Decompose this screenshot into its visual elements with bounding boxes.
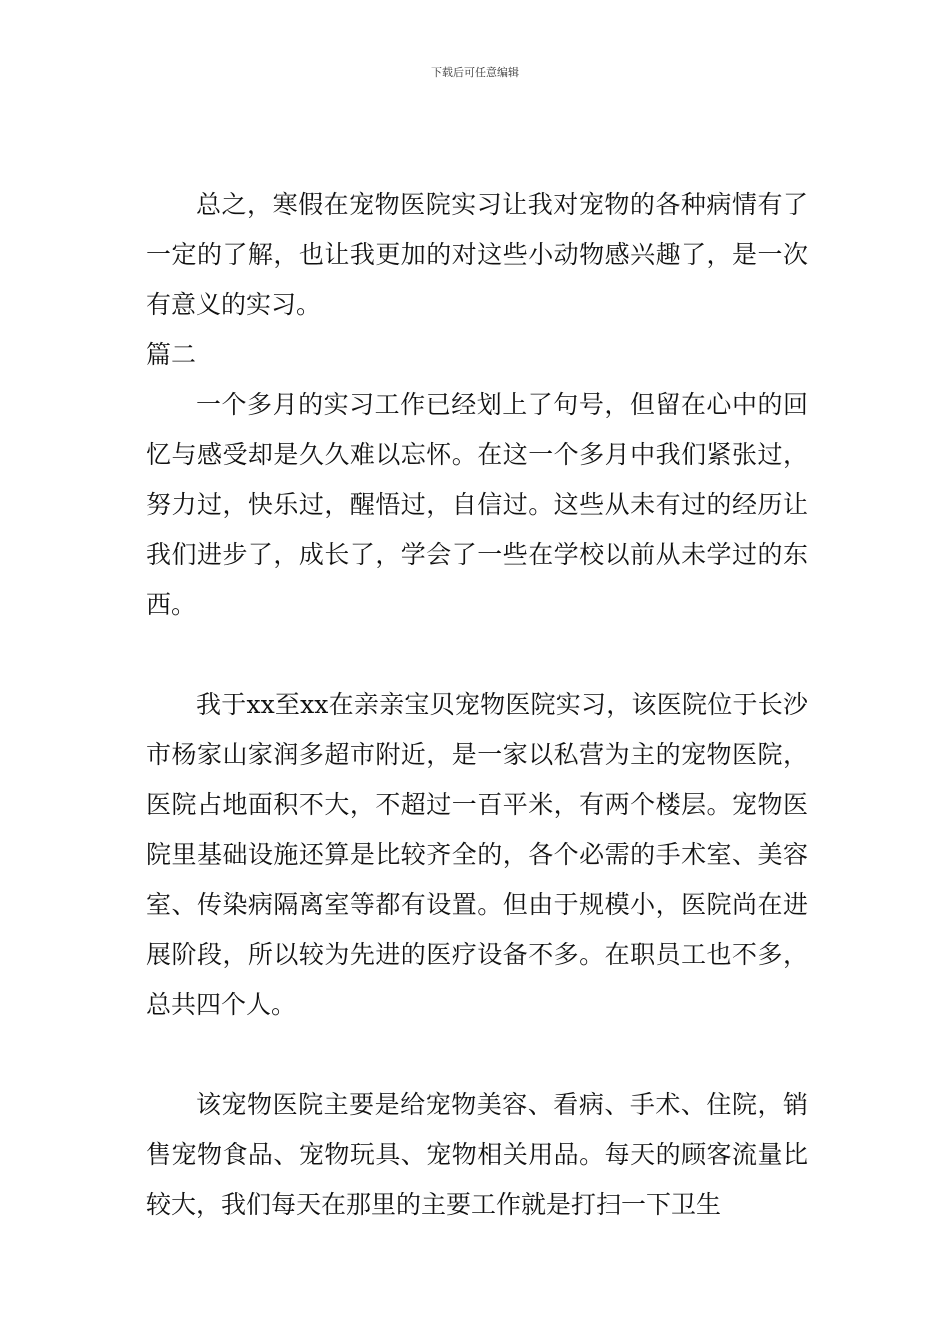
paragraph-3: 我于xx至xx在亲亲宝贝宠物医院实习，该医院位于长沙市杨家山家润多超市附近，是一家以私营为主的宠物医院，医院占地面积不大，不超过一百平米，有两个楼层。宠物医院里基础设施还算是比较齐全的，各个必需的手术室、美容室、传染病隔离室等都有设置。但由于规模小，医院尚在进展阶段，所以较为先进的医疗设备不多。在职员工也不多，总共四个人。 (146, 690, 808, 1019)
paragraph-4: 该宠物医院主要是给宠物美容、看病、手术、住院，销售宠物食品、宠物玩具、宠物相关用品。每天的顾客流量比较大，我们每天在那里的主要工作就是打扫一下卫生 (146, 1090, 808, 1219)
section-heading: 篇二 (146, 340, 197, 369)
paragraph-1: 总之，寒假在宠物医院实习让我对宠物的各种病情有了一定的了解，也让我更加的对这些小动物感兴趣了，是一次有意义的实习。 (146, 190, 808, 319)
paragraph-2: 一个多月的实习工作已经划上了句号，但留在心中的回忆与感受却是久久难以忘怀。在这一个多月中我们紧张过，努力过，快乐过，醒悟过，自信过。这些从未有过的经历让我们进步了，成长了，学会了一些在学校以前从未学过的东西。 (146, 390, 808, 619)
document-body (146, 180, 808, 1230)
page-header: 下载后可任意编辑 (431, 66, 519, 79)
paragraph-spacer (146, 630, 808, 680)
paragraph-spacer (146, 1030, 808, 1080)
